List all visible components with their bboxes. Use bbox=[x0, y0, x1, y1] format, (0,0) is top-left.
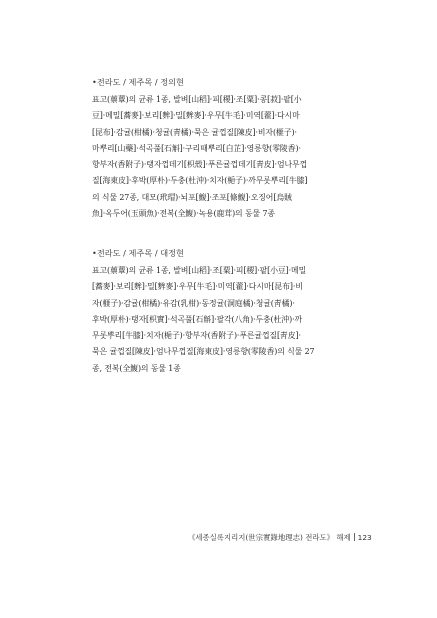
section-body bbox=[92, 263, 354, 377]
body-line: [蕎麥]·보리[麰]·밀[麰麥]·우무[牛毛]·미역[藿]·다시마[昆布]·비 bbox=[92, 282, 303, 292]
section-body bbox=[92, 92, 354, 222]
body-line: 표고(蔈蕈)의 균류 1종, 발벼[山稻]·피[稷]·조[粟]·콩[菽]·팥[小 bbox=[92, 95, 302, 104]
body-line: 자(榧子)·감귤(柑橘)·유감(乳柑)·동정귤(洞庭橘)·청귤(靑橘)· bbox=[92, 298, 295, 308]
section-heading: •전라도 / 제주목 / 정의현 bbox=[92, 77, 184, 87]
body-line: 묵은 귤껍질[陳皮]·엄나무껍질[海東皮]·영릉향(零陵香)의 식물 27 bbox=[92, 347, 315, 357]
page-number: 123 bbox=[357, 533, 372, 542]
body-line: 의 식물 27종, 대모(玳瑁)·뇌포[鰒]·조포[條鰒]·오징어[烏賊 bbox=[92, 192, 292, 202]
body-line: [昆布]·감귤(柑橘)·청귤(靑橘)·묵은 귤껍질[陳皮]·비자(榧子)· bbox=[92, 127, 297, 137]
body-line: 질[海東皮]·후박(厚朴)·두충(杜沖)·치자(梔子)·까무롯뿌리[牛膝] bbox=[92, 176, 308, 186]
body-line: 향부자(香附子)·탱자껍데기[枳殼]·푸른귤껍데기[靑皮]·엄나무껍 bbox=[92, 160, 308, 170]
running-title: 《세종실록지리지(世宗實錄地理志) 전라도》 해제 bbox=[188, 533, 351, 542]
section-heading: •전라도 / 제주목 / 대정현 bbox=[92, 248, 184, 258]
body-line: 표고(蔈蕈)의 균류 1종, 발벼[山稻]·조[粟]·피[稷]·팥[小豆]·메밀 bbox=[92, 266, 307, 275]
body-line: 豆]·메밀[蕎麥]·보리[麰]·밀[麰麥]·우무[牛毛]·미역[藿]·다시마 bbox=[92, 111, 300, 121]
footer-divider bbox=[354, 533, 355, 541]
section-daejeong-hyeon bbox=[92, 248, 354, 377]
body-line: 무롯뿌리[牛膝]·치자(梔子)·향부자(香附子)·푸른귤껍질[靑皮]· bbox=[92, 331, 301, 341]
body-line: 마뿌리[山藥]·석곡풀[石斛]·구리때뿌리[白芷]·영릉향(零陵香)· bbox=[92, 143, 301, 153]
section-jeongui-hyeon bbox=[92, 77, 354, 222]
body-line: 魚]·옥두어(玉頭魚)·전복(全鰒)·녹용(鹿茸)의 동물 7종 bbox=[92, 209, 275, 219]
body-line: 후박(厚朴)·탱자[枳實]·석곡풀[石斛]·팔각(八角)·두충(杜沖)·까 bbox=[92, 314, 303, 324]
body-line: 종, 전복(全鰒)의 동물 1종 bbox=[92, 363, 181, 373]
